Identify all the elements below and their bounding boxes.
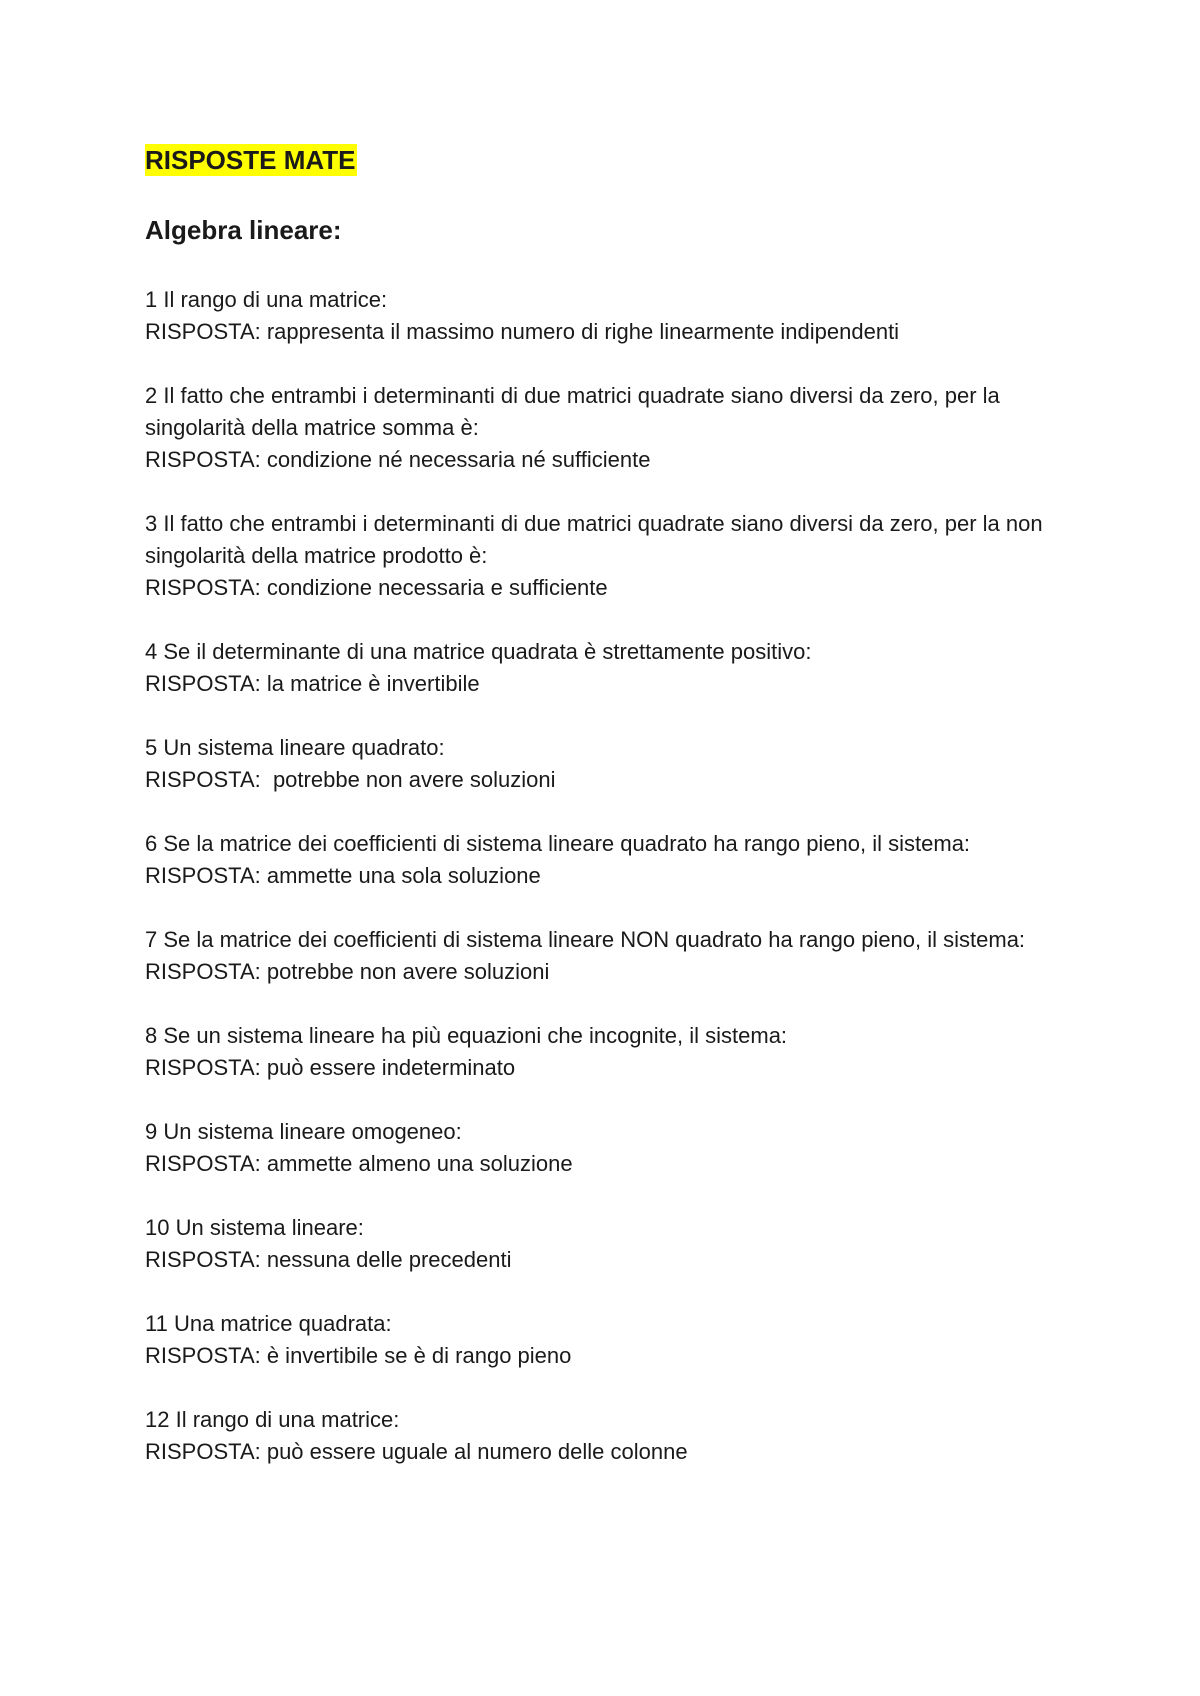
answer-text: RISPOSTA: può essere indeterminato (145, 1055, 516, 1080)
qa-item (145, 1116, 1105, 1180)
question-text: 12 Il rango di una matrice: (145, 1407, 400, 1432)
question-text: 9 Un sistema lineare omogeneo: (145, 1119, 462, 1144)
question-text: 11 Una matrice quadrata: (145, 1311, 392, 1336)
answer-text: RISPOSTA: la matrice è invertibile (145, 671, 480, 696)
answer-text: RISPOSTA: rappresenta il massimo numero di righe linearmente indipendenti (145, 319, 900, 344)
qa-item (145, 636, 1105, 700)
answer-text: RISPOSTA: condizione né necessaria né sufficiente (145, 447, 651, 472)
answer-text: RISPOSTA: ammette almeno una soluzione (145, 1151, 573, 1176)
answer-text: RISPOSTA: condizione necessaria e sufficiente (145, 575, 608, 600)
answer-text: RISPOSTA: nessuna delle precedenti (145, 1247, 512, 1272)
question-text: 7 Se la matrice dei coefficienti di sistema lineare NON quadrato ha rango pieno, il sistema: (145, 927, 1026, 952)
qa-item (145, 1212, 1105, 1276)
qa-item (145, 1404, 1105, 1468)
qa-item (145, 828, 1105, 892)
question-text: 5 Un sistema lineare quadrato: (145, 735, 445, 760)
qa-item (145, 508, 1105, 604)
qa-item (145, 1020, 1105, 1084)
question-text: 8 Se un sistema lineare ha più equazioni che incognite, il sistema: (145, 1023, 788, 1048)
question-text: 3 Il fatto che entrambi i determinanti di due matrici quadrate siano diversi da zero, per la non singolarità della matrice prodotto è: (145, 511, 1043, 568)
document-page (145, 144, 1105, 1500)
answer-text: RISPOSTA: è invertibile se è di rango pieno (145, 1343, 572, 1368)
qa-item (145, 380, 1105, 476)
qa-list (145, 284, 1105, 1468)
answer-text: RISPOSTA: ammette una sola soluzione (145, 863, 541, 888)
question-text: 2 Il fatto che entrambi i determinanti di due matrici quadrate siano diversi da zero, per la singolarità della matrice somma è: (145, 383, 1000, 440)
qa-item (145, 732, 1105, 796)
question-text: 4 Se il determinante di una matrice quadrata è strettamente positivo: (145, 639, 812, 664)
qa-item (145, 924, 1105, 988)
question-text: 6 Se la matrice dei coefficienti di sistema lineare quadrato ha rango pieno, il sistema: (145, 831, 971, 856)
answer-text: RISPOSTA: potrebbe non avere soluzioni (145, 767, 556, 792)
qa-item (145, 284, 1105, 348)
question-text: 10 Un sistema lineare: (145, 1215, 364, 1240)
qa-item (145, 1308, 1105, 1372)
answer-text: RISPOSTA: può essere uguale al numero delle colonne (145, 1439, 688, 1464)
answer-text: RISPOSTA: potrebbe non avere soluzioni (145, 959, 550, 984)
question-text: 1 Il rango di una matrice: (145, 287, 388, 312)
document-title: RISPOSTE MATE (145, 145, 356, 175)
section-title: Algebra lineare: (145, 215, 342, 245)
